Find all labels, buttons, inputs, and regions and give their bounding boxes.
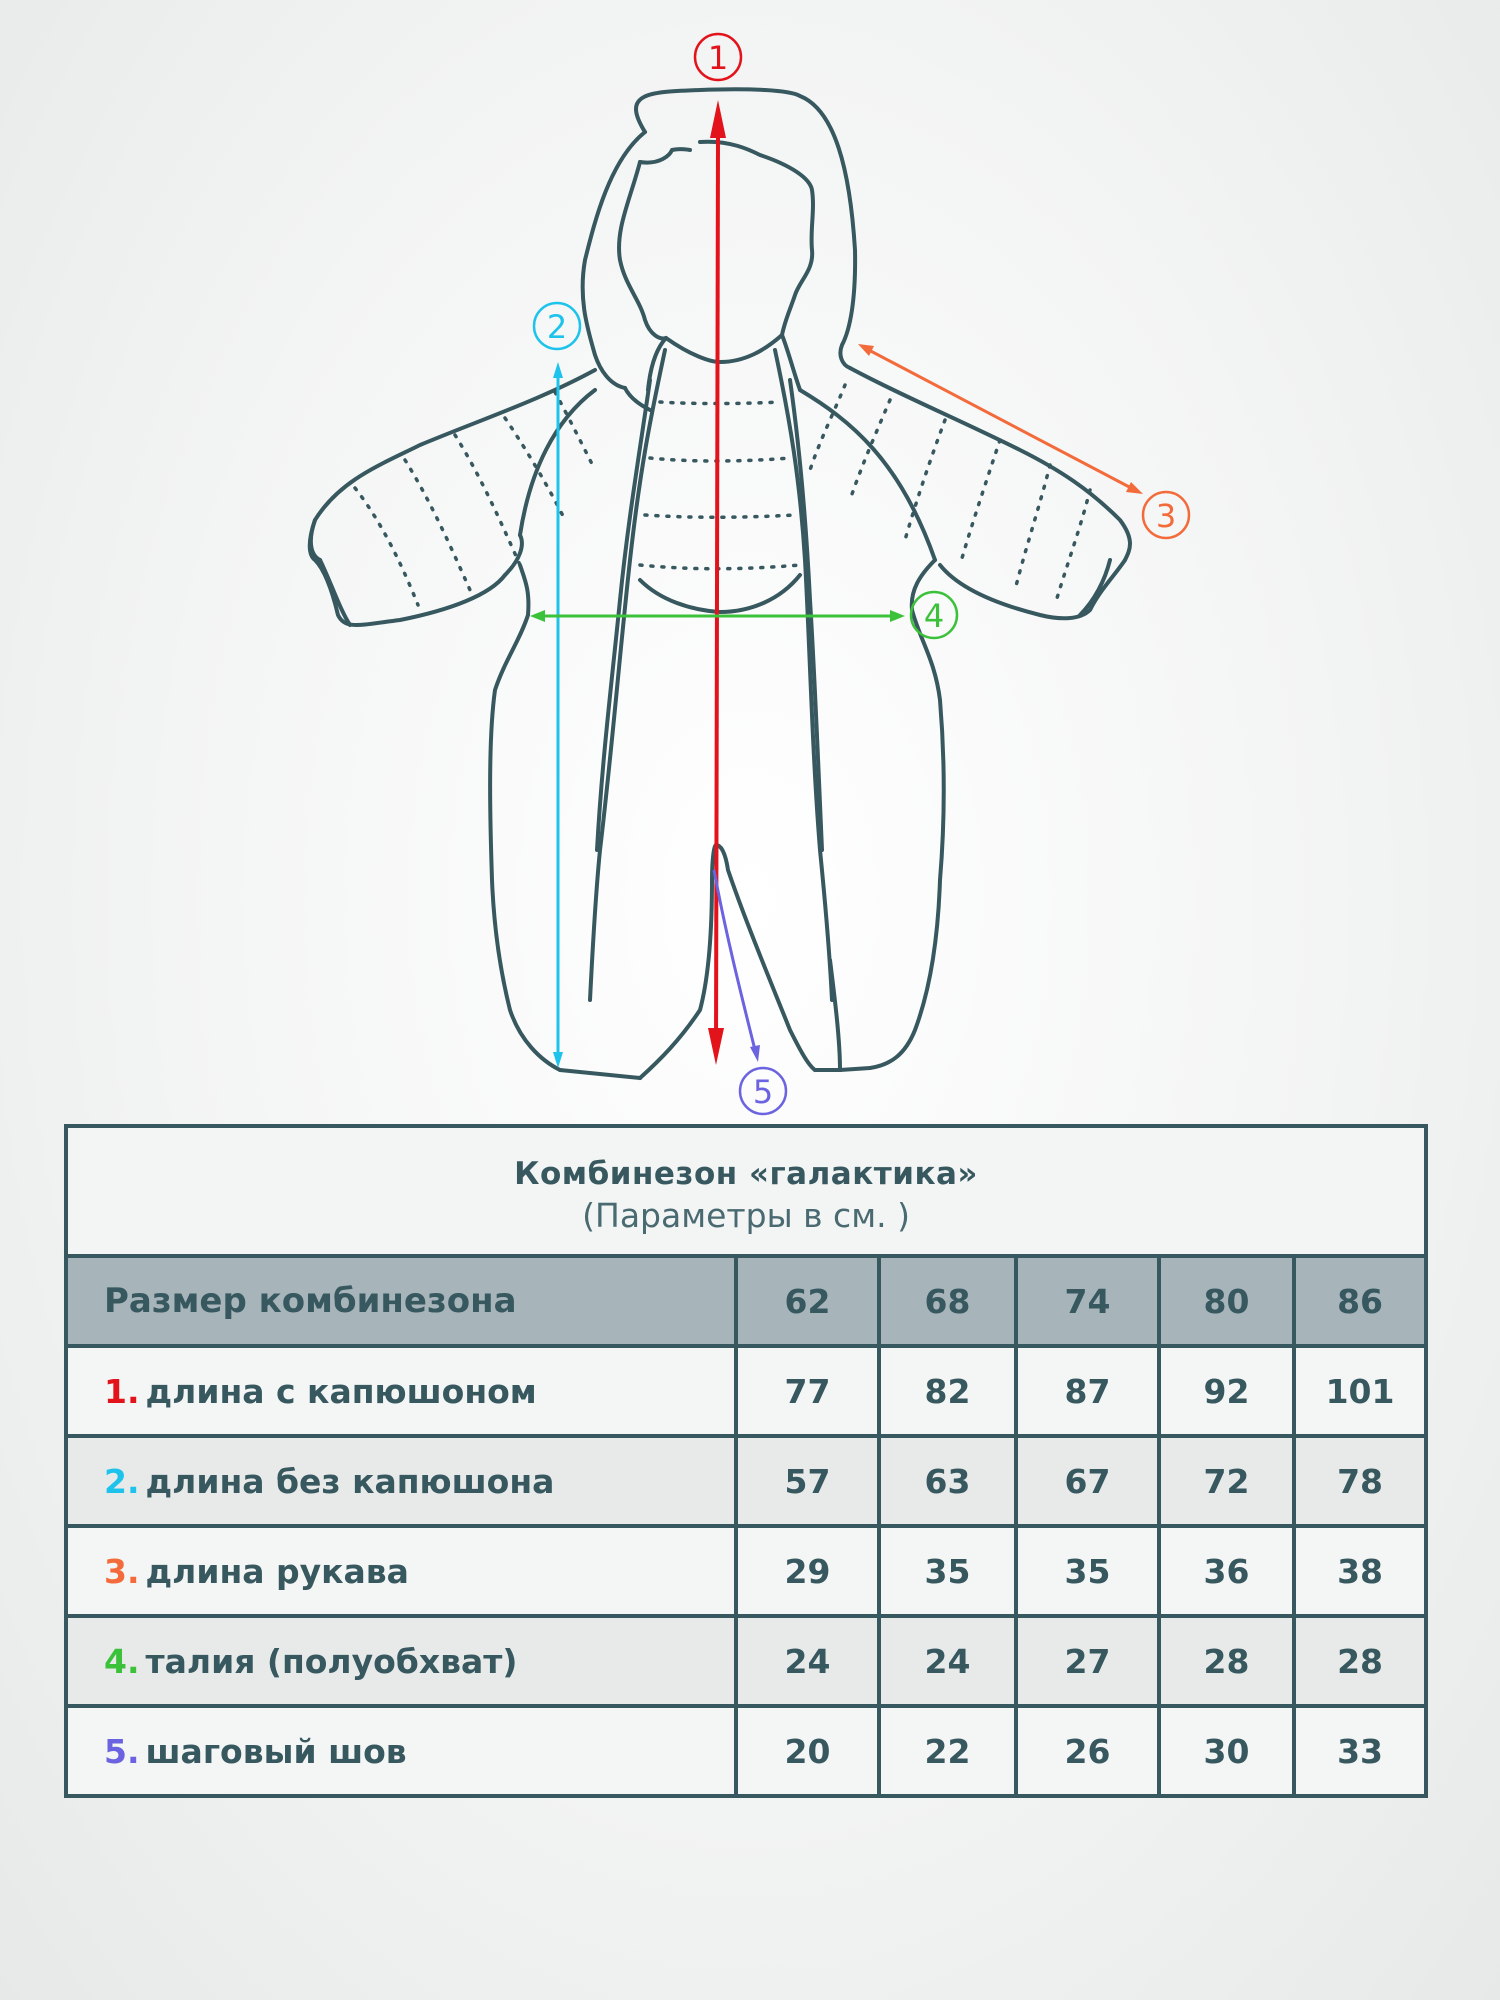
value-cell: 101 (1294, 1346, 1426, 1436)
value-cell: 29 (736, 1526, 879, 1616)
row-label-cell (66, 1616, 736, 1706)
row-label: длина с капюшоном (145, 1371, 537, 1411)
value-cell: 24 (879, 1616, 1016, 1706)
row-label: шаговый шов (145, 1731, 407, 1771)
value-cell: 28 (1294, 1616, 1426, 1706)
value-cell: 20 (736, 1706, 879, 1796)
value-cell: 24 (736, 1616, 879, 1706)
value-cell: 26 (1016, 1706, 1159, 1796)
row-number: 4. (104, 1641, 140, 1681)
row-number: 3. (104, 1551, 140, 1591)
quilting-stitches (355, 385, 1090, 605)
marker-5 (740, 1068, 786, 1114)
header-label: Размер комбинезона (66, 1256, 736, 1346)
marker-1 (695, 34, 741, 80)
value-cell: 63 (879, 1436, 1016, 1526)
svg-text:1: 1 (707, 39, 729, 77)
value-cell: 28 (1159, 1616, 1294, 1706)
size-table (64, 1124, 1428, 1798)
table-title-cell (66, 1126, 1426, 1256)
value-cell: 78 (1294, 1436, 1426, 1526)
value-cell: 92 (1159, 1346, 1294, 1436)
value-cell: 87 (1016, 1346, 1159, 1436)
row-label: длина рукава (145, 1551, 409, 1591)
size-header: 62 (736, 1256, 879, 1346)
row-label-cell (66, 1346, 736, 1436)
value-cell: 33 (1294, 1706, 1426, 1796)
value-cell: 38 (1294, 1526, 1426, 1616)
table-header-row (66, 1256, 1426, 1346)
value-cell: 36 (1159, 1526, 1294, 1616)
measure-line-2 (553, 362, 563, 1068)
row-label-cell (66, 1706, 736, 1796)
row-label-cell (66, 1526, 736, 1616)
marker-4 (911, 592, 957, 638)
table-row (66, 1706, 1426, 1796)
row-label: талия (полуобхват) (145, 1641, 518, 1681)
row-number: 2. (104, 1461, 140, 1501)
table-row (66, 1616, 1426, 1706)
value-cell: 27 (1016, 1616, 1159, 1706)
svg-text:3: 3 (1155, 497, 1177, 535)
value-cell: 22 (879, 1706, 1016, 1796)
row-label-cell (66, 1436, 736, 1526)
row-number: 5. (104, 1731, 140, 1771)
table-title: Комбинезон «галактика» (514, 1155, 978, 1192)
size-header: 86 (1294, 1256, 1426, 1346)
value-cell: 82 (879, 1346, 1016, 1436)
size-header: 80 (1159, 1256, 1294, 1346)
jumpsuit-outline (310, 89, 1130, 1078)
svg-text:5: 5 (752, 1073, 774, 1111)
row-number: 1. (104, 1371, 140, 1411)
value-cell: 30 (1159, 1706, 1294, 1796)
value-cell: 67 (1016, 1436, 1159, 1526)
row-label: длина без капюшона (145, 1461, 555, 1501)
marker-2 (534, 303, 580, 349)
table-subtitle: (Параметры в см. ) (582, 1195, 910, 1235)
value-cell: 35 (1016, 1526, 1159, 1616)
value-cell: 57 (736, 1436, 879, 1526)
measure-line-3 (858, 344, 1143, 494)
marker-3 (1143, 492, 1189, 538)
table-row (66, 1526, 1426, 1616)
size-header: 74 (1016, 1256, 1159, 1346)
table-row (66, 1346, 1426, 1436)
value-cell: 35 (879, 1526, 1016, 1616)
table-row (66, 1436, 1426, 1526)
value-cell: 72 (1159, 1436, 1294, 1526)
size-header: 68 (879, 1256, 1016, 1346)
svg-text:4: 4 (923, 597, 945, 635)
value-cell: 77 (736, 1346, 879, 1436)
svg-text:2: 2 (546, 308, 568, 346)
